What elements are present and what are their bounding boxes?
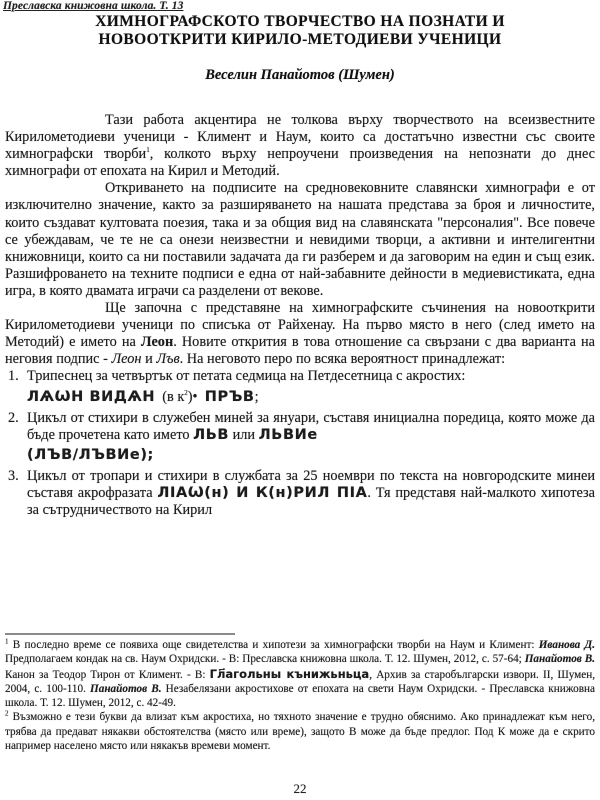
list-item-2	[5, 410, 595, 464]
paragraph-text: Тази работа акцентира не толкова върху творчеството на всеизвестните Кирилометодиеви ученици - Климент и Наум, които са достатъчно известни със своите химнографски творби	[5, 112, 595, 163]
name-lav-italic: Лъв	[156, 351, 180, 368]
paragraph-3	[5, 300, 595, 368]
footnote-author: Панайотов В.	[90, 682, 162, 695]
footnote-text: , Архив за старобългарски извори. II, Шумен, 2004, с. 100-110.	[5, 668, 595, 695]
footnote-author: Иванова Д.	[538, 639, 595, 651]
footnote-text: Канон за Теодор Тирон от Климент. - В:	[5, 668, 210, 681]
list-item-1	[5, 368, 595, 405]
article-author: Веселин Панайотов (Шумен)	[205, 67, 395, 83]
acrophrase: ЛІАѠ(н) И К(н)РИЛ ПІА	[157, 484, 368, 501]
name-lavie-glag: ЛЬВИе	[258, 426, 318, 443]
paragraph-1	[5, 112, 595, 180]
list-number: 2.	[8, 409, 19, 426]
paragraph-2: Откриването на подписите на средновековните славянски химнографи е от изключително значение, както за разширяването на нашата представа за броя и личностите, които създават култовата поезия, така и за общия вид на славянската "персоналия". Все повече се убеждавам, че те не са онези неизвестни и невидими творци, а активни и интелигентни книжовници, които са ни поставили задачата да ги разберем и да заговорим на един и същ език. Разшифроването на техните подписи е една от най-забавните дейности в медиевистиката, една игра, в която двамата играчи са разделени от векове.	[5, 180, 595, 299]
footnote-ref-2[interactable]: 2	[184, 388, 188, 397]
page-number: 22	[293, 781, 307, 796]
list-number: 1.	[8, 368, 19, 385]
works-list	[5, 368, 595, 519]
footnote-text: Предполагаем кондак на св. Наум Охридски. - В: Преславска книжовна школа. Т. 12. Шумен, 2012, с. 57-64;	[5, 653, 525, 666]
footnote-1	[5, 638, 595, 710]
acrostic-text: ЛѦѠН ВИДѦН	[27, 388, 156, 405]
footnote-text: В последно време се появиха още свидетелства и хипотези за химнографски творби на Наум и Климент:	[8, 639, 539, 651]
name-lav-glag: ЛЬВ	[193, 426, 230, 443]
footnote-separator	[5, 633, 235, 635]
list-number: 3.	[8, 467, 19, 484]
article-body	[5, 112, 595, 519]
article-title-line-2: НОВООТКРИТИ КИРИЛО-МЕТОДИЕВИ УЧЕНИЦИ	[98, 31, 502, 48]
article-title-line-1: ХИМНОГРАФСКОТО ТВОРЧЕСТВО НА ПОЗНАТИ И	[95, 13, 505, 30]
paragraph-text: . На неговото перо по всяка вероятност принадлежат:	[179, 351, 506, 368]
paragraph-text: , колкото върху непроучени произведения на непознати до днес химнографи от епохата на Кирил и Методий.	[5, 146, 595, 180]
acrostic-note: (в к	[162, 388, 185, 405]
list-item-text: . Тя представя най-малкото хипотеза за сътрудничеството на Кирил	[27, 484, 595, 519]
acrostic-note-close: )•	[187, 388, 198, 405]
footnote-text: Незабелязани акростихове от епохата на свети Наум Охридски. - Преславска книжовна школа. Т. 12. Шумен, 2012, с. 42-49.	[5, 682, 595, 710]
footnote-text: Възможно е тези букви да влизат към акростиха, но тяхното значение е трудно обяснимо. Ако принадлежат към него, трябва да предават някакви обстоятелства (място или време), защото В може да бъде предлог. Под К може да е скрито например населено място или някакъв времеви момент.	[5, 711, 595, 753]
footnote-old-title: Гл҃агольны кънижьньца	[209, 666, 370, 681]
name-leon-italic: Леон	[111, 351, 142, 368]
paragraph-text: Ще започна с представяне на химнографските съчинения на новооткрити Кирилометодиеви ученици по списъка от Райхенау. На първо място в него (след името на Методий) е името на	[5, 300, 595, 351]
list-item-3	[5, 468, 595, 519]
footnote-marker: 1	[5, 637, 9, 646]
list-item-text: Трипеснец за четвъртък от петата седмица на Петдесетница с акростих:	[27, 368, 466, 385]
article-title	[0, 13, 600, 49]
footnote-ref-1[interactable]: 1	[146, 146, 150, 155]
footnote-2	[5, 710, 595, 753]
footnotes	[5, 638, 595, 753]
paragraph-text: . Новите открития в това отношение са свързани с два варианта на неговия подпис -	[5, 334, 595, 368]
footnote-marker: 2	[5, 709, 9, 718]
running-header: Преславска книжовна школа. Т. 13	[3, 0, 184, 12]
name-variants: (ЛЪВ/ЛЪВИе);	[27, 446, 154, 463]
acrostic-line	[27, 389, 595, 406]
name-leon-bold: Леон	[140, 334, 174, 351]
paragraph-text: и	[141, 351, 157, 368]
list-item-text: Цикъл от стихири в служебен миней за януари, съставя инициална поредица, която може да бъде прочетена като името	[27, 409, 595, 443]
list-item-punct: ;	[254, 388, 259, 405]
list-item-text: Цикъл от тропари и стихири в службата за 25 ноември по текста на новгородските минеи съставя акрофразата	[27, 467, 595, 501]
footnote-author: Панайотов В.	[524, 653, 595, 666]
list-item-text: или	[229, 426, 259, 443]
acrostic-end: ПРЪВ	[204, 388, 255, 405]
